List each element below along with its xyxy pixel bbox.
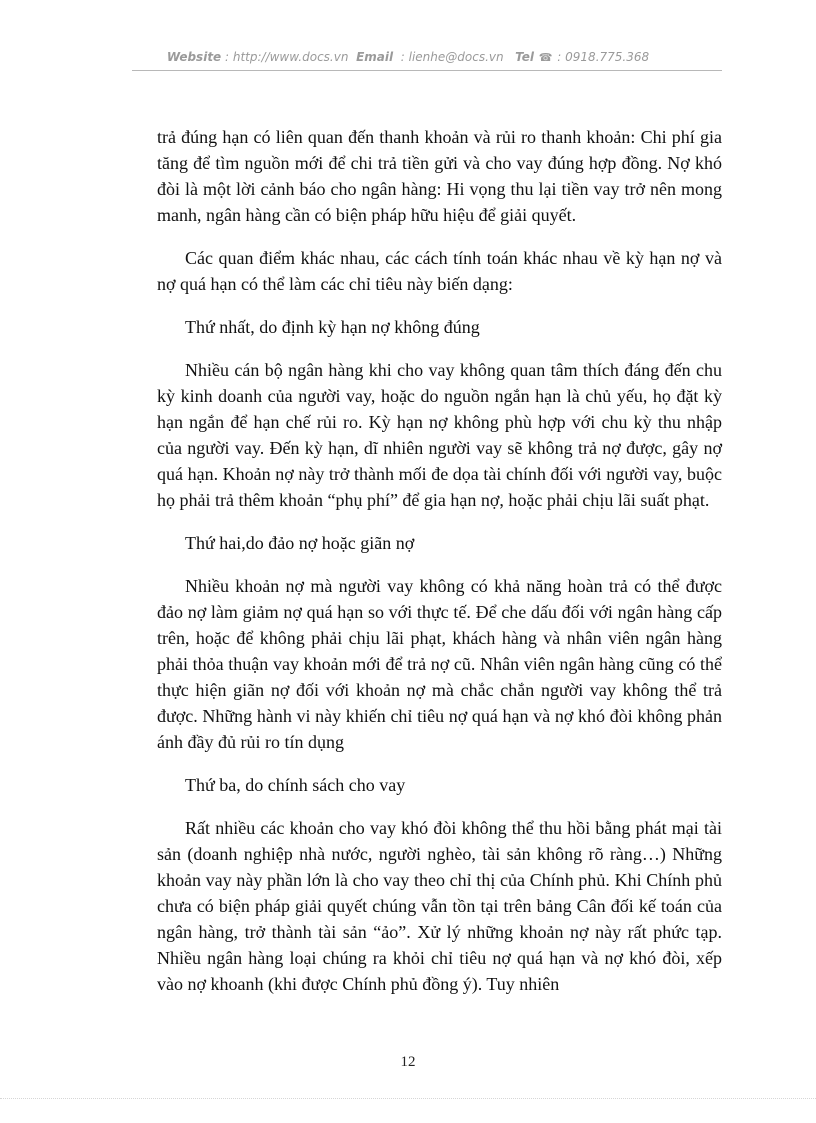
paragraph-first: Nhiều cán bộ ngân hàng khi cho vay không quan tâm thích đáng đến chu kỳ kinh doanh của người vay, hoặc do nguồn ngắn hạn là chủ yếu, họ đặt kỳ hạn ngắn để hạn chế rủi ro. Kỳ hạn nợ không phù hợp với chu kỳ thu nhập của người vay. Đến kỳ hạn, dĩ nhiên người vay sẽ không trả nợ được, gây nợ quá hạn. Khoản nợ này trở thành mối đe dọa tài chính đối với người vay, buộc họ phải trả thêm khoản “phụ phí” để gia hạn nợ, hoặc phải chịu lãi suất phạt. (157, 360, 722, 510)
footer-divider (0, 1098, 816, 1099)
paragraph-third: Rất nhiều các khoản cho vay khó đòi không thể thu hồi bằng phát mại tài sản (doanh nghiệp nhà nước, người nghèo, tài sản không rõ ràng…) Những khoản vay này phần lớn là cho vay theo chỉ thị của Chính phủ. Khi Chính phủ chưa có biện pháp giải quyết chúng vẫn tồn tại trên bảng Cân đối kế toán của ngân hàng, trở thành tài sản “ảo”. Xử lý những khoản nợ này rất phức tạp. Nhiều ngân hàng loại chúng ra khỏi chỉ tiêu nợ quá hạn và nợ khó đòi, xếp vào nợ khoanh (khi được Chính phủ đồng ý). Tuy nhiên (157, 818, 722, 994)
tel-label: Tel (515, 50, 534, 64)
paragraph-continuation: trả đúng hạn có liên quan đến thanh khoản và rủi ro thanh khoản: Chi phí gia tăng để tìm nguồn mới để chi trả tiền gửi và cho vay đúng hợp đồng. Nợ khó đòi là một lời cảnh báo cho ngân hàng: Hi vọng thu lại tiền vay trở nên mong manh, ngân hàng cần có biện pháp hữu hiệu để giải quyết. (157, 127, 722, 225)
subheading-second: Thứ hai,do đảo nợ hoặc giãn nợ (185, 533, 415, 553)
page-body (157, 124, 722, 1014)
email-label: Email (356, 50, 394, 64)
website-url[interactable]: http://www.docs.vn (232, 50, 349, 64)
paragraph-intro: Các quan điểm khác nhau, các cách tính toán khác nhau về kỳ hạn nợ và nợ quá hạn có thể làm các chỉ tiêu này biến dạng: (157, 248, 722, 294)
header-divider (132, 70, 722, 71)
tel-separator: : (553, 50, 566, 64)
page-header (0, 50, 816, 64)
tel-number: 0918.775.368 (565, 50, 650, 64)
subheading-third: Thứ ba, do chính sách cho vay (185, 775, 406, 795)
phone-icon: ☎ (538, 51, 553, 64)
paragraph-second: Nhiều khoản nợ mà người vay không có khả năng hoàn trả có thể được đảo nợ làm giảm nợ quá hạn so với thực tế. Để che dấu đối với ngân hàng cấp trên, hoặc để không phải chịu lãi phạt, khách hàng và nhân viên ngân hàng phải thỏa thuận vay khoản mới để trả nợ cũ. Nhân viên ngân hàng cũng có thể thực hiện giãn nợ đối với khoản nợ mà chắc chắn người vay không thể trả được. Những hành vi này khiến chỉ tiêu nợ quá hạn và nợ khó đòi không phản ánh đầy đủ rủi ro tín dụng (157, 576, 722, 752)
page-number: 12 (400, 1054, 416, 1070)
subheading-first: Thứ nhất, do định kỳ hạn nợ không đúng (185, 317, 480, 337)
email-address[interactable]: lienhe@docs.vn (408, 50, 504, 64)
website-label: Website (166, 50, 222, 64)
website-separator: : (221, 50, 233, 64)
email-separator: : (396, 50, 409, 64)
